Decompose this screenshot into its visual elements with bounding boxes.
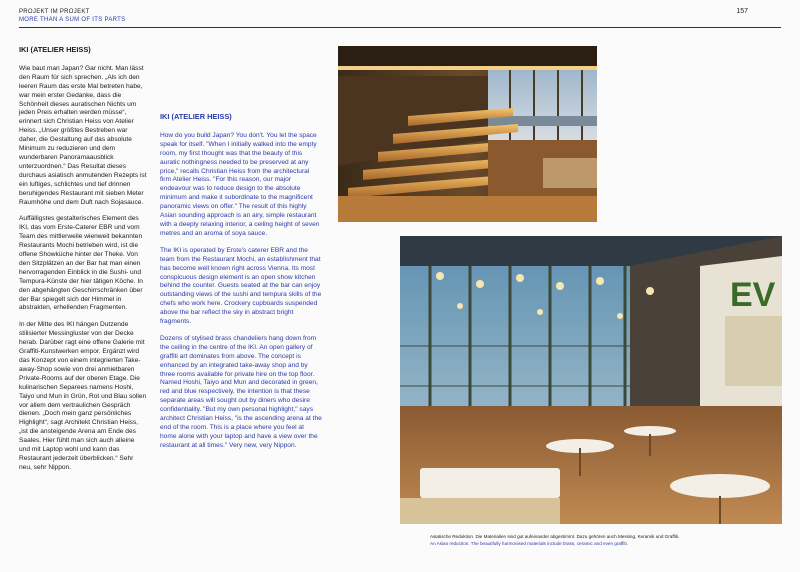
german-paragraph: In der Mitte des IKI hängen Dutzende stilisierter Messingluster von der Decke herab. Darüber ragt eine offene Galerie mit Graffiti-Kunstwerken empor. Ergänzt wird das Konzept von einem integrierten Take-away-Shop sowie von drei anmietbaren Private-Rooms auf der oberen Etage. Die kulinarischen Separees namens Hoshi, Taiyo und Mun in Grün, Rot und Blau sollen vor allem dem vertraulichen Gespräch dienen. „Doch mein ganz persönliches Highlight“, sagt Architekt Christian Heiss, „ist die ansteigende Arena am Ende des Saales. Hier fühlt man sich auch alleine und mit Laptop wohl und kann das Restaurant jederzeit überblicken.“ Sehr neu, sehr Nippon. bbox=[19, 321, 147, 471]
header-kicker: PROJEKT IM PROJEKT bbox=[19, 9, 90, 15]
english-paragraph: How do you build Japan? You don't. You let the space speak for itself. "When I initially walked into the empty room, my first thought was that the beauty of this auratic nothingness needed to be preserved at any price," recalls Christian Heiss from the architectural firm Atelier Heiss. "For this reason, our major endeavour was to reduce design to the absolute minimum and make it subordinate to the magnificent panoramic views on offer." The result of this highly Asian sounding approach is an airy, simple restaurant with a deeply relaxing interior, a ceiling height of seven metres and an aroma of soya sauce. bbox=[160, 131, 320, 237]
german-paragraph: Auffälligstes gestalterisches Element des IKI, das vom Erste-Caterer EBR und vom Team des mittlerweile wienweit bekannten Restaurants Mochi betrieben wird, ist die offene Showküche hinter der Theke. Von den Sitzplätzen an der Bar hat man einen hervorragenden Einblick in die Sushi- und Tempura-Künste der hier tätigen Köche. In den abgehängten Geschirrschränken über der Bar spiegelt sich der Himmel in abstrakten, erhellenden Fragmenten. bbox=[19, 215, 143, 312]
caption-german: Asiatische Reduktion. Die Materialien sind gut aufeinander abgestimmt. Dazu gehören auch Messing, Keramik und Graffiti. bbox=[430, 534, 680, 539]
dining-hall-photo bbox=[400, 236, 782, 524]
arena-seating-photo bbox=[338, 46, 597, 222]
english-column bbox=[160, 113, 322, 459]
running-header bbox=[19, 8, 125, 24]
english-heading: IKI (ATELIER HEISS) bbox=[160, 112, 232, 121]
caption-english: An Asian reduction. The beautifully harmonised materials include brass, ceramic and even graffiti. bbox=[430, 541, 628, 547]
header-rule bbox=[19, 27, 781, 28]
svg-text:EV: EV bbox=[730, 276, 776, 314]
photo-caption bbox=[430, 533, 782, 548]
header-subtitle: MORE THAN A SUM OF ITS PARTS bbox=[19, 17, 126, 23]
english-paragraph: The IKI is operated by Erste's caterer EBR and the team from the Restaurant Mochi, an establishment that has become well known right across Vienna. Its most conspicuous design element is an open show kitchen behind the counter. Guests seated at the bar can enjoy outstanding views of the sushi and tempura skills of the chefs who work here. Crockery cupboards suspended above the bar reflect the sky in abstract bright fragments. bbox=[160, 246, 322, 326]
page-number: 157 bbox=[736, 8, 748, 15]
english-paragraph: Dozens of stylised brass chandeliers hang down from the ceiling in the centre of the IKI. An open gallery of graffiti art dominates from above. The concept is enhanced by an integrated take-away shop and by three rooms available for private hire on the top floor. Named Hoshi, Taiyo and Mun and decorated in green, red and blue respectively, the intention is that these separate areas will sought out by diners who desire confidentiality. "But my own personal highlight," says architect Christian Heiss, "is the ascending arena at the end of the room. This is a place where you feel at home alone with your laptop and have a view over the restaurant at all times." Very new, very Nippon. bbox=[160, 334, 322, 449]
german-heading: IKI (ATELIER HEISS) bbox=[19, 45, 91, 54]
german-column bbox=[19, 46, 147, 481]
german-paragraph: Wie baut man Japan? Gar nicht. Man lässt den Raum für sich sprechen. „Als ich den leeren Raum das erste Mal betreten habe, war mein erster Gedanke, dass die Schönheit dieses auratischen Nichts um jeden Preis erhalten werden müsse“, erinnert sich Christian Heiss von Atelier Heiss. „Unser größtes Bestreben war daher, die Gestaltung auf das absolute Minimum zu reduzieren und dem wunderbaren Panoramaausblick unterzuordnen.“ Das Resultat dieses durchaus asiatisch anmutenden Rezepts ist ein luftiges, schlichtes und tief drinnen beruhigendes Restaurant mit sieben Meter Raumhöhe und dem Duft nach Sojasauce. bbox=[19, 64, 147, 206]
